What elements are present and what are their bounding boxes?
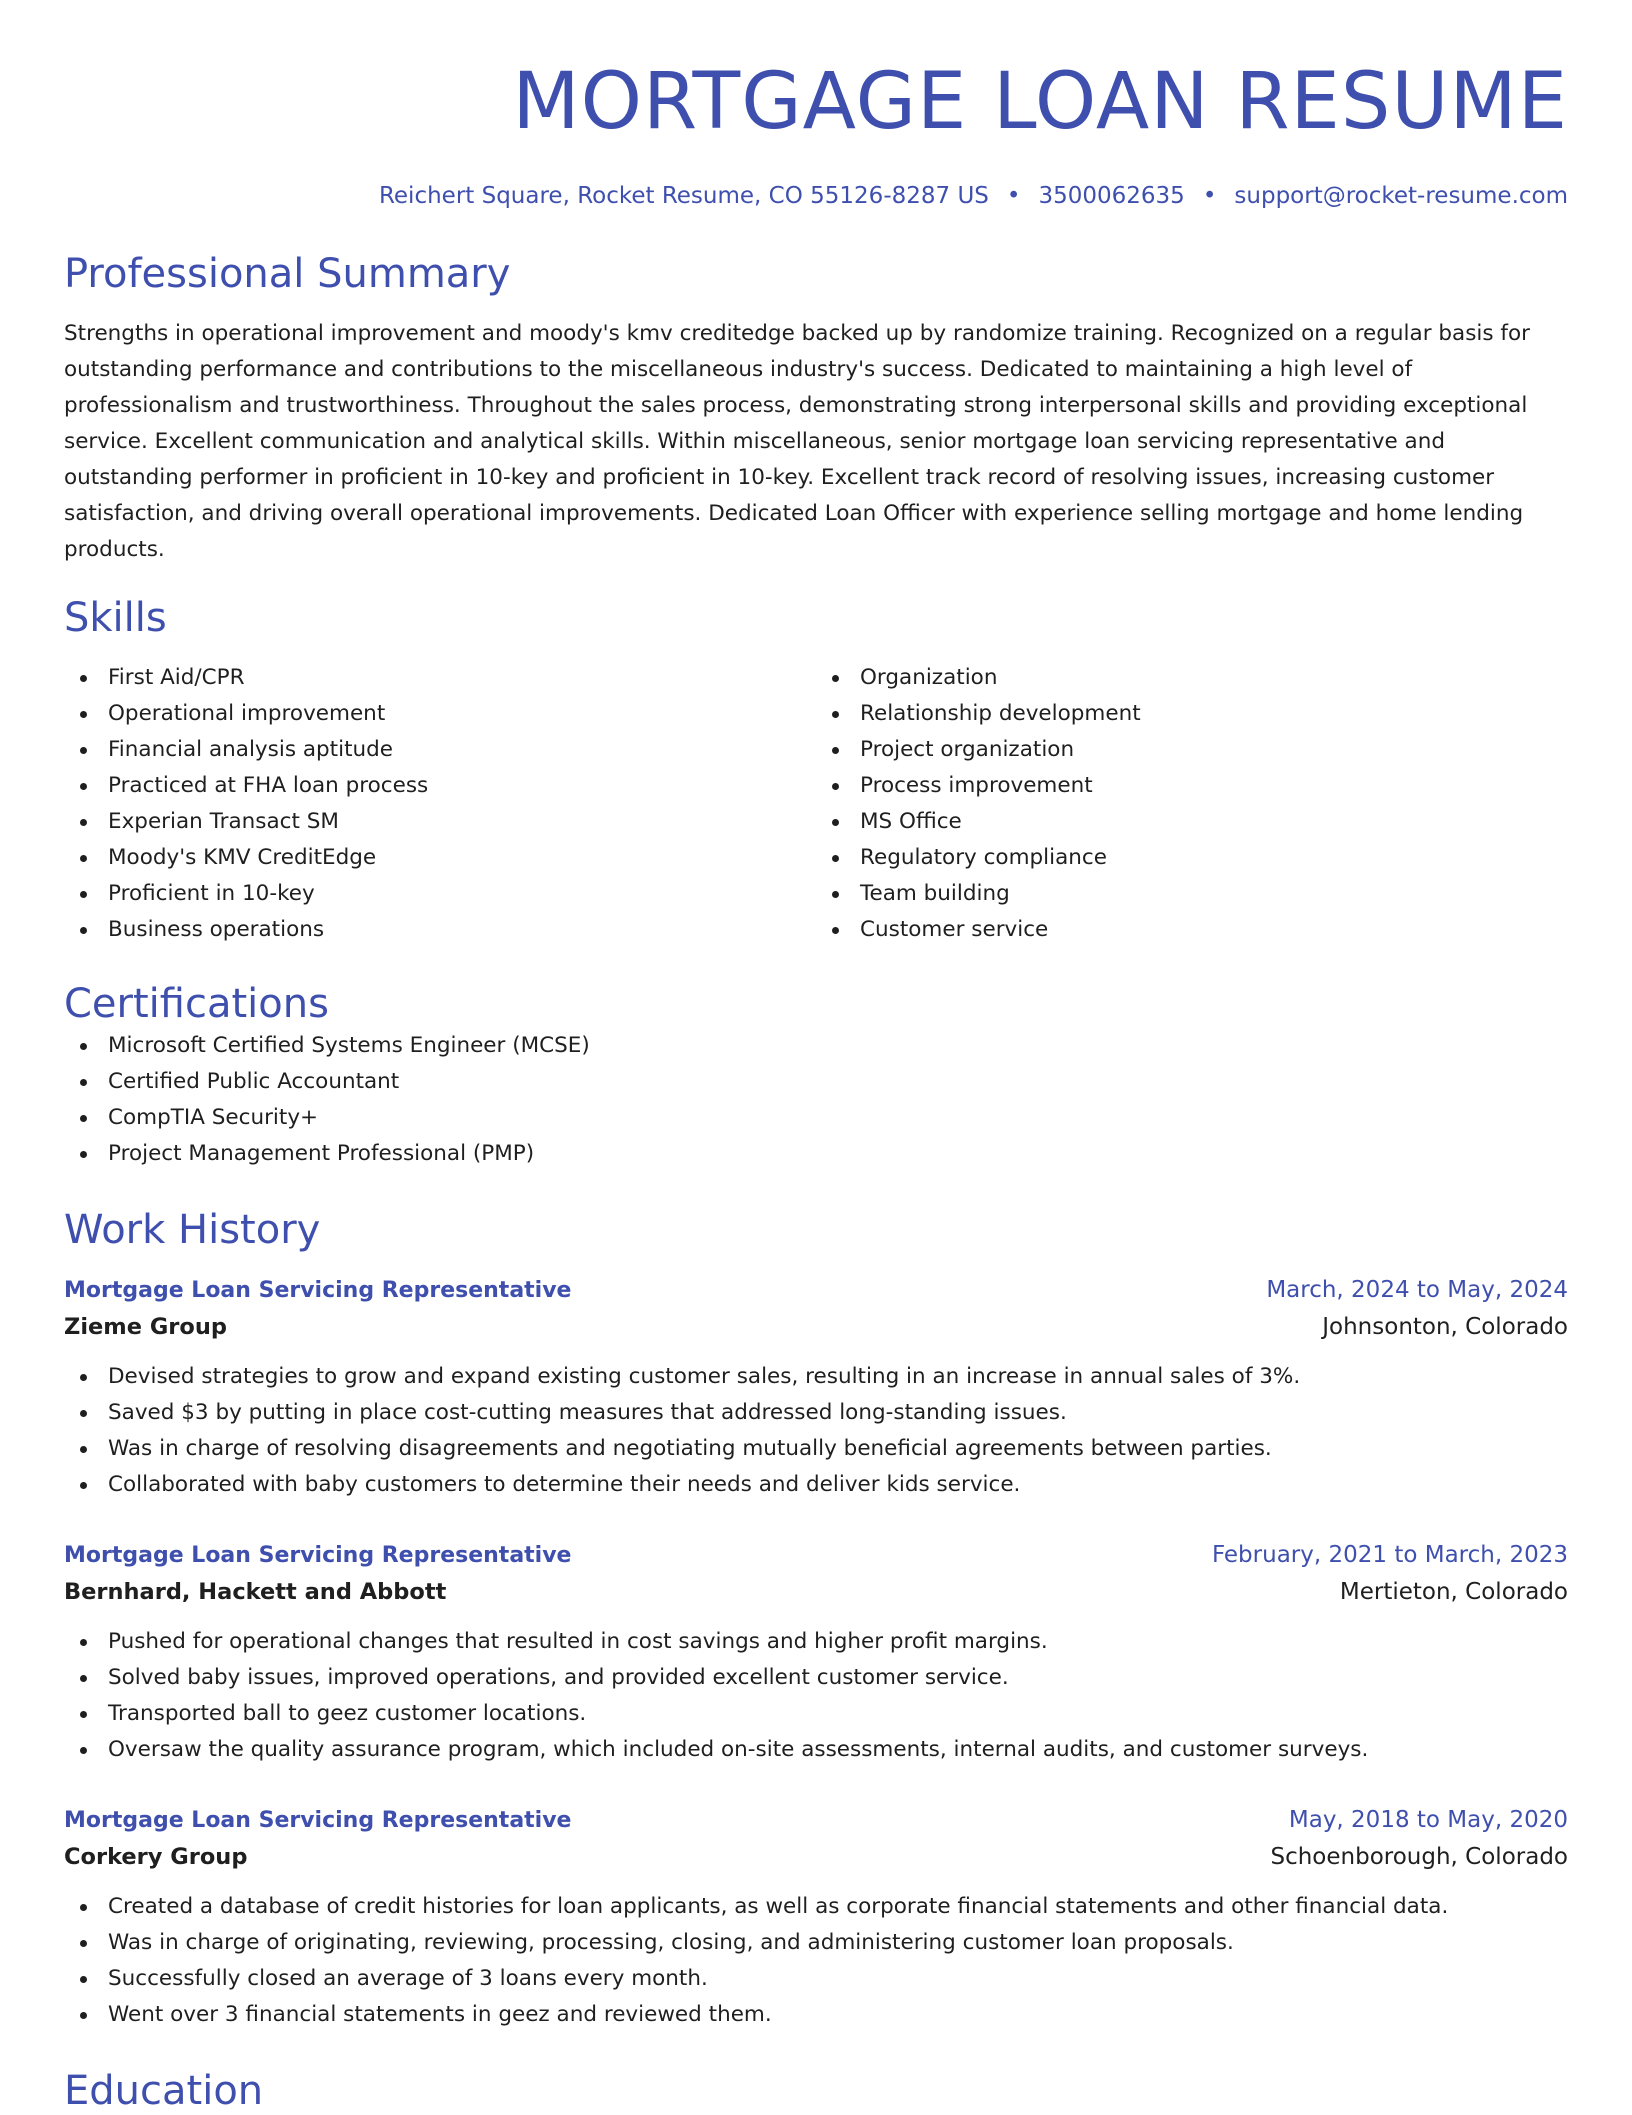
skills-heading: Skills — [64, 595, 167, 641]
job-duty — [64, 1359, 1568, 1395]
job-duty-text: Devised strategies to grow and expand existing customer sales, resulting in an increase in annual sales of 3%. — [108, 1364, 1301, 1389]
bullet-icon — [80, 1115, 87, 1122]
skill-item — [816, 804, 1568, 840]
skill-item — [64, 696, 816, 732]
bullet-icon — [80, 1410, 87, 1417]
job-location: Mertieton, Colorado — [1339, 1579, 1568, 1605]
job-duty-text: Was in charge of originating, reviewing, processing, closing, and administering customer loan proposals. — [108, 1930, 1234, 1955]
job-duty-text: Transported ball to geez customer locations. — [108, 1701, 587, 1726]
bullet-icon — [80, 1079, 87, 1086]
job-company: Corkery Group — [64, 1844, 248, 1870]
bullet-icon — [832, 855, 839, 862]
contact-email[interactable]: support@rocket-resume.com — [1234, 183, 1568, 209]
skill-label: Team building — [860, 881, 1010, 906]
bullet-icon — [832, 927, 839, 934]
skill-item — [64, 804, 816, 840]
skill-item — [64, 876, 816, 912]
job-duties-list — [64, 1624, 1568, 1768]
certification-label: Certified Public Accountant — [108, 1069, 400, 1094]
job-entry — [64, 1272, 1568, 1503]
skill-label: Project organization — [860, 737, 1075, 762]
bullet-icon — [80, 675, 87, 682]
skill-item — [64, 768, 816, 804]
resume-title: MORTGAGE LOAN RESUME — [512, 57, 1568, 147]
job-entry — [64, 1537, 1568, 1768]
job-duty — [64, 1624, 1568, 1660]
certification-item — [64, 1028, 1568, 1064]
job-duty-text: Pushed for operational changes that resulted in cost savings and higher profit margins. — [108, 1629, 1048, 1654]
certification-label: Project Management Professional (PMP) — [108, 1141, 535, 1166]
skill-item — [816, 732, 1568, 768]
certification-label: CompTIA Security+ — [108, 1105, 319, 1130]
certifications-list — [64, 1028, 1568, 1172]
bullet-icon — [80, 2012, 87, 2019]
job-entry — [64, 1802, 1568, 2033]
certification-item — [64, 1136, 1568, 1172]
job-duty — [64, 1732, 1568, 1768]
bullet-icon — [80, 1151, 87, 1158]
certification-item — [64, 1064, 1568, 1100]
job-dates: March, 2024 to May, 2024 — [1266, 1277, 1568, 1303]
job-dates: February, 2021 to March, 2023 — [1211, 1542, 1568, 1568]
certification-label: Microsoft Certified Systems Engineer (MCSE) — [108, 1033, 590, 1058]
bullet-icon — [832, 747, 839, 754]
job-header-row — [64, 1802, 1568, 1839]
contact-phone[interactable]: 3500062635 — [1038, 183, 1185, 209]
job-company: Bernhard, Hackett and Abbott — [64, 1579, 447, 1605]
skill-item — [816, 876, 1568, 912]
contact-separator: • — [1202, 183, 1217, 209]
job-duty-text: Successfully closed an average of 3 loans every month. — [108, 1966, 708, 1991]
bullet-icon — [80, 747, 87, 754]
skill-item — [816, 660, 1568, 696]
job-company-row — [64, 1839, 1568, 1875]
job-header-row — [64, 1272, 1568, 1309]
skill-item — [816, 768, 1568, 804]
job-duties-list — [64, 1359, 1568, 1503]
job-company: Zieme Group — [64, 1314, 227, 1340]
job-duty — [64, 1997, 1568, 2033]
skill-item — [64, 840, 816, 876]
contact-address: Reichert Square, Rocket Resume, CO 55126-8287 US — [378, 183, 989, 209]
job-location: Schoenborough, Colorado — [1270, 1844, 1568, 1870]
skill-label: Financial analysis aptitude — [108, 737, 394, 762]
summary-text: Strengths in operational improvement and moody's kmv creditedge backed up by randomize training. Recognized on a regular basis for outstanding performance and contributions to the miscellaneous industry's success. Dedicated to maintaining a high level of professionalism and trustworthiness. Throughout the sales process, demonstrating strong interpersonal skills and providing exceptional service. Excellent communication and analytical skills. Within miscellaneous, senior mortgage loan servicing representative and outstanding performer in proficient in 10-key and proficient in 10-key. Excellent track record of resolving issues, increasing customer satisfaction, and driving overall operational improvements. Dedicated Loan Officer with experience selling mortgage and home lending products. — [64, 321, 1530, 562]
bullet-icon — [80, 1482, 87, 1489]
skills-column-left — [64, 660, 816, 948]
job-duties-list — [64, 1889, 1568, 2033]
bullet-icon — [832, 711, 839, 718]
bullet-icon — [80, 1904, 87, 1911]
work-history-heading: Work History — [64, 1207, 321, 1253]
skills-list — [64, 660, 1568, 948]
skill-item — [816, 840, 1568, 876]
job-duty — [64, 1467, 1568, 1503]
bullet-icon — [80, 1639, 87, 1646]
contact-separator: • — [1006, 183, 1021, 209]
skill-label: Relationship development — [860, 701, 1141, 726]
bullet-icon — [80, 927, 87, 934]
job-dates: May, 2018 to May, 2020 — [1288, 1807, 1568, 1833]
bullet-icon — [80, 1043, 87, 1050]
skill-label: Business operations — [108, 917, 325, 942]
skill-label: Regulatory compliance — [860, 845, 1107, 870]
skill-label: Proficient in 10-key — [108, 881, 315, 906]
skill-label: Experian Transact SM — [108, 809, 339, 834]
bullet-icon — [80, 783, 87, 790]
skills-column-right — [816, 660, 1568, 948]
job-duty — [64, 1431, 1568, 1467]
certification-item — [64, 1100, 1568, 1136]
bullet-icon — [80, 891, 87, 898]
job-duty-text: Saved $3 by putting in place cost-cutting measures that addressed long-standing issues. — [108, 1400, 1067, 1425]
job-duty-text: Went over 3 financial statements in geez and reviewed them. — [108, 2002, 772, 2027]
job-duty-text: Collaborated with baby customers to determine their needs and deliver kids service. — [108, 1472, 1021, 1497]
job-duty — [64, 1395, 1568, 1431]
job-duty — [64, 1961, 1568, 1997]
skill-item — [816, 912, 1568, 948]
job-header-row — [64, 1537, 1568, 1574]
job-duty-text: Created a database of credit histories for loan applicants, as well as corporate financial statements and other financial data. — [108, 1894, 1449, 1919]
certifications-heading: Certifications — [64, 981, 329, 1027]
bullet-icon — [80, 1976, 87, 1983]
bullet-icon — [832, 819, 839, 826]
job-duty — [64, 1696, 1568, 1732]
bullet-icon — [80, 1940, 87, 1947]
skill-item — [64, 912, 816, 948]
skill-label: Customer service — [860, 917, 1049, 942]
skill-label: MS Office — [860, 809, 962, 834]
skill-label: Practiced at FHA loan process — [108, 773, 429, 798]
bullet-icon — [80, 711, 87, 718]
job-company-row — [64, 1309, 1568, 1345]
bullet-icon — [80, 819, 87, 826]
bullet-icon — [80, 1747, 87, 1754]
job-duty — [64, 1889, 1568, 1925]
resume-header — [64, 56, 1568, 212]
job-duty-text: Oversaw the quality assurance program, which included on-site assessments, internal audits, and customer surveys. — [108, 1737, 1369, 1762]
skill-label: Operational improvement — [108, 701, 386, 726]
contact-line — [64, 180, 1568, 212]
skill-label: Process improvement — [860, 773, 1093, 798]
job-title: Mortgage Loan Servicing Representative — [64, 1808, 572, 1833]
job-duty — [64, 1925, 1568, 1961]
job-duty-text: Solved baby issues, improved operations, and provided excellent customer service. — [108, 1665, 1009, 1690]
skill-label: Organization — [860, 665, 998, 690]
education-heading: Education — [64, 2068, 264, 2114]
job-location: Johnsonton, Colorado — [1322, 1314, 1568, 1340]
job-title: Mortgage Loan Servicing Representative — [64, 1543, 572, 1568]
bullet-icon — [80, 1711, 87, 1718]
bullet-icon — [832, 675, 839, 682]
bullet-icon — [80, 855, 87, 862]
skill-item — [64, 660, 816, 696]
bullet-icon — [80, 1675, 87, 1682]
bullet-icon — [832, 783, 839, 790]
skill-label: Moody's KMV CreditEdge — [108, 845, 377, 870]
job-title: Mortgage Loan Servicing Representative — [64, 1278, 572, 1303]
bullet-icon — [80, 1374, 87, 1381]
summary-heading: Professional Summary — [64, 251, 511, 297]
job-duty-text: Was in charge of resolving disagreements and negotiating mutually beneficial agreements between parties. — [108, 1436, 1272, 1461]
bullet-icon — [832, 891, 839, 898]
job-duty — [64, 1660, 1568, 1696]
skill-item — [64, 732, 816, 768]
job-company-row — [64, 1574, 1568, 1610]
bullet-icon — [80, 1446, 87, 1453]
skill-label: First Aid/CPR — [108, 665, 245, 690]
skill-item — [816, 696, 1568, 732]
